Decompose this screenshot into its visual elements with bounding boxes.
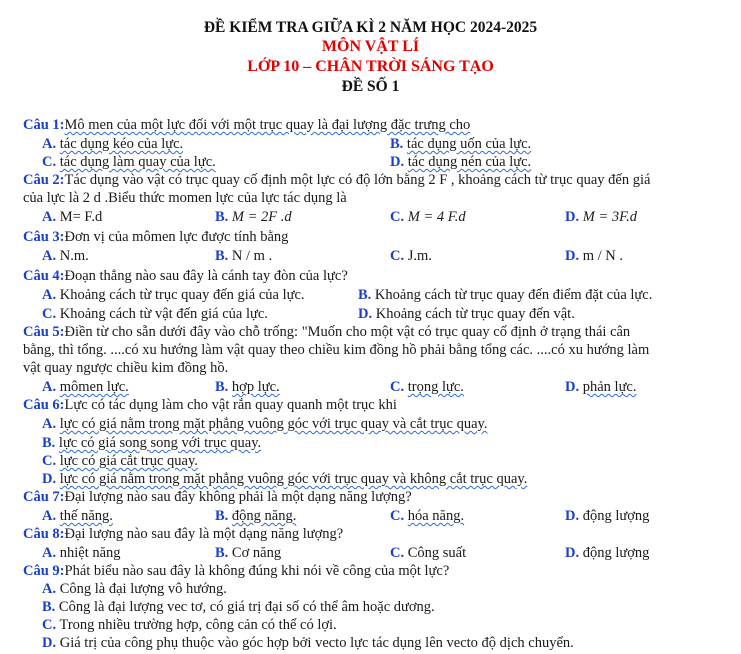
question-4-option-d: D. Khoảng cách từ trục quay đến vật.	[358, 306, 575, 322]
question-1-stem: Câu 1:Mô men của một lực đối với một trục quay là đại lượng đặc trưng cho	[23, 117, 471, 133]
question-7-option-a: A. thế năng.	[42, 508, 113, 524]
question-5-stem-line-3: vật quay ngược chiều kim đồng hồ.	[23, 360, 229, 376]
question-8-option-d: D. động lượng	[565, 545, 650, 561]
question-7-option-c: C. hóa năng.	[390, 508, 465, 524]
question-2-stem-line-2: của lực là 2 d .Biểu thức momen lực của lực tác dụng là	[23, 190, 347, 206]
question-7-option-d: D. động lượng	[565, 508, 650, 524]
question-5-option-d: D. phản lực.	[565, 379, 637, 395]
question-5-stem: Câu 5:Điền từ cho sẵn dưới đây vào chỗ trống: "Muốn cho một vật có trục quay cố định ở trạng thái cân	[23, 324, 631, 340]
exam-title: ĐỀ KIỂM TRA GIỮA KÌ 2 NĂM HỌC 2024-2025	[203, 19, 538, 36]
question-2-stem: Câu 2:Tác dụng vào vật có trục quay cố định một lực có độ lớn bằng 2 F , khoảng cách từ trục quay đến giá	[23, 172, 651, 188]
question-2-option-b: B. M = 2F .d	[215, 209, 292, 225]
question-6-option-c: C. lực có giá cắt trục quay.	[42, 453, 198, 469]
question-9-stem: Câu 9:Phát biểu nào sau đây là không đúng khi nói về công của một lực?	[23, 563, 450, 579]
question-4-stem: Câu 4:Đoạn thẳng nào sau đây là cánh tay đòn của lực?	[23, 268, 348, 284]
question-3-option-b: B. N / m .	[215, 248, 273, 264]
question-5-option-c: C. trọng lực.	[390, 379, 464, 395]
question-9-option-b: B. Công là đại lượng vec tơ, có giá trị đại số có thể âm hoặc dương.	[42, 599, 435, 615]
question-7-stem: Câu 7:Đại lượng nào sau đây không phải là một dạng năng lượng?	[23, 489, 412, 505]
question-1-option-d: D. tác dụng nén của lực.	[390, 154, 532, 170]
question-2-option-a: A. M= F.d	[42, 209, 103, 225]
question-3-option-d: D. m / N .	[565, 248, 624, 264]
question-9-option-a: A. Công là đại lượng vô hướng.	[42, 581, 227, 597]
question-9-option-d: D. Giá trị của công phụ thuộc vào góc hợp bởi vecto lực tác dụng lên vecto độ dịch chuyển.	[42, 635, 574, 651]
question-7-option-b: B. động năng.	[215, 508, 297, 524]
question-8-stem: Câu 8:Đại lượng nào sau đây là một dạng năng lượng?	[23, 526, 344, 542]
question-8-option-a: A. nhiệt năng	[42, 545, 121, 561]
question-3-option-c: C. J.m.	[390, 248, 432, 264]
question-6-stem: Câu 6:Lực có tác dụng làm cho vật rắn quay quanh một trục khi	[23, 397, 397, 413]
question-1-option-a: A. tác dụng kéo của lực.	[42, 136, 184, 152]
question-2-option-c: C. M = 4 F.d	[390, 209, 466, 225]
question-6-option-d: D. lực có giá nằm trong mặt phẳng vuông góc với trục quay và không cắt trục quay.	[42, 471, 528, 487]
question-9-option-c: C. Trong nhiều trường hợp, công cản có thể có lợi.	[42, 617, 337, 633]
subject-title: MÔN VẬT LÍ	[321, 38, 420, 55]
question-8-option-c: C. Công suất	[390, 545, 467, 561]
question-6-option-b: B. lực có giá song song với trục quay.	[42, 435, 262, 451]
question-1-option-c: C. tác dụng làm quay của lực.	[42, 154, 216, 170]
question-4-option-b: B. Khoảng cách từ trục quay đến điểm đặt của lực.	[358, 287, 653, 303]
question-3-option-a: A. N.m.	[42, 248, 89, 264]
question-5-stem-line-2: bằng, thì tổng. ....có xu hướng làm vật quay theo chiều kim đồng hồ phải bằng tổng các. ....có xu hướng làm	[23, 342, 650, 358]
grade-title: LỚP 10 – CHÂN TRỜI SÁNG TẠO	[247, 58, 494, 75]
exam-number: ĐỀ SỐ 1	[341, 78, 400, 95]
question-5-option-a: A. mômen lực.	[42, 379, 129, 395]
question-4-option-a: A. Khoảng cách từ trục quay đến giá của lực.	[42, 287, 305, 303]
question-2-option-d: D. M = 3F.d	[565, 209, 637, 225]
question-3-stem: Câu 3:Đơn vị của mômen lực được tính bằng	[23, 229, 289, 245]
question-1-option-b: B. tác dụng uốn của lực.	[390, 136, 532, 152]
question-6-option-a: A. lực có giá nằm trong mặt phẳng vuông góc với trục quay và cắt trục quay.	[42, 416, 488, 432]
question-8-option-b: B. Cơ năng	[215, 545, 282, 561]
question-5-option-b: B. hợp lực.	[215, 379, 280, 395]
question-4-option-c: C. Khoảng cách từ vật đến giá của lực.	[42, 306, 268, 322]
